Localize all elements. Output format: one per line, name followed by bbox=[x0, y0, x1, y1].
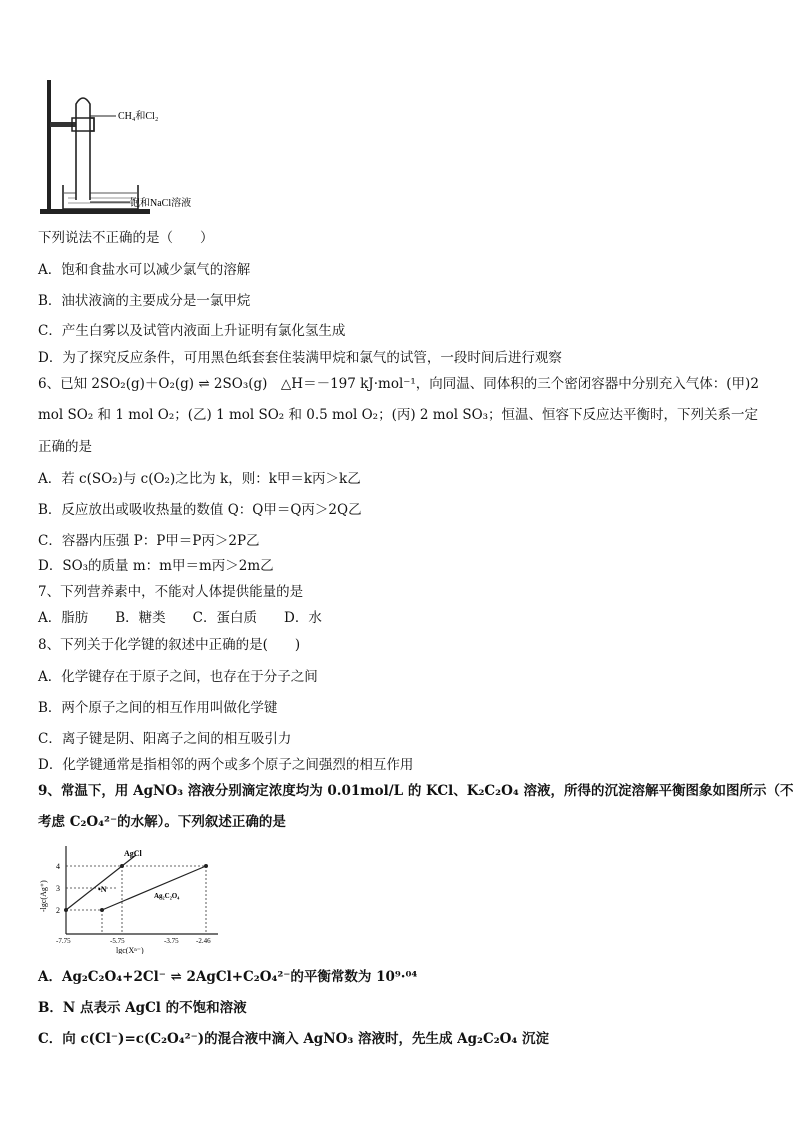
ag2c2o4-curve bbox=[102, 866, 206, 910]
q9-stem-line1: 9、常温下，用 AgNO₃ 溶液分别滴定浓度均为 0.01mol/L 的 KCl、K₂C₂O₄ 溶液，所得的沉淀溶解平衡图象如图所示（不 bbox=[38, 783, 794, 799]
apparatus-figure bbox=[30, 78, 270, 218]
q6-option-a: A．若 c(SO₂)与 c(O₂)之比为 k，则：k甲＝k丙＞k乙 bbox=[38, 471, 361, 487]
x-tick-4: -2.46 bbox=[196, 937, 211, 945]
q5-option-a: A．饱和食盐水可以减少氯气的溶解 bbox=[38, 262, 251, 278]
q9-option-b: B．N 点表示 AgCl 的不饱和溶液 bbox=[38, 1000, 247, 1016]
q7-options: A．脂肪 B．糖类 C．蛋白质 D．水 bbox=[38, 610, 322, 626]
q9-option-c: C．向 c(Cl⁻)=c(C₂O₄²⁻)的混合液中滴入 AgNO₃ 溶液时，先生成 Ag₂C₂O₄ 沉淀 bbox=[38, 1031, 549, 1047]
q9-stem-line2: 考虑 C₂O₄²⁻的水解）。下列叙述正确的是 bbox=[38, 814, 286, 830]
q8-option-a: A．化学键存在于原子之间，也存在于分子之间 bbox=[38, 669, 318, 685]
x-tick-1: -7.75 bbox=[56, 937, 71, 945]
q6-option-d: D．SO₃的质量 m：m甲＝m丙＞2m乙 bbox=[38, 558, 274, 574]
q9-option-a: A．Ag₂C₂O₄+2Cl⁻ ⇌ 2AgCl+C₂O₄²⁻的平衡常数为 10⁹·⁰⁴ bbox=[38, 969, 418, 985]
label-solution: 饱和NaCl溶液 bbox=[130, 198, 192, 209]
beaker bbox=[63, 185, 138, 209]
y-tick-4: 4 bbox=[56, 862, 60, 871]
x-tick-2: -5.75 bbox=[110, 937, 125, 945]
q5-option-b: B．油状液滴的主要成分是一氯甲烷 bbox=[38, 293, 251, 309]
q6-stem-line2: mol SO₂ 和 1 mol O₂；(乙) 1 mol SO₂ 和 0.5 mol O₂；(丙) 2 mol SO₃；恒温、恒容下反应达平衡时，下列关系一定 bbox=[38, 407, 759, 423]
q8-option-b: B．两个原子之间的相互作用叫做化学键 bbox=[38, 700, 278, 716]
q8-stem: 8、下列关于化学键的叙述中正确的是( ) bbox=[38, 637, 301, 653]
q6-stem-line1: 6、已知 2SO₂(g)＋O₂(g) ⇌ 2SO₃(g) △H＝－197 kJ·mol⁻¹，向同温、同体积的三个密闭容器中分别充入气体：(甲)2 bbox=[38, 376, 759, 392]
x-axis-label: lgc(Xⁿ⁻) bbox=[116, 946, 144, 954]
q6-option-b: B．反应放出或吸收热量的数值 Q：Q甲＝Q丙＞2Q乙 bbox=[38, 502, 362, 518]
q5-option-d: D．为了探究反应条件，可用黑色纸套套住装满甲烷和氯气的试管，一段时间后进行观察 bbox=[38, 350, 562, 366]
y-tick-2: 2 bbox=[56, 906, 60, 915]
q7-stem: 7、下列营养素中，不能对人体提供能量的是 bbox=[38, 584, 304, 600]
q8-option-c: C．离子键是阴、阳离子之间的相互吸引力 bbox=[38, 731, 292, 747]
q6-option-c: C．容器内压强 P：P甲＝P丙＞2P乙 bbox=[38, 533, 260, 549]
test-tube bbox=[76, 98, 90, 200]
q8-option-d: D．化学键通常是指相邻的两个或多个原子之间强烈的相互作用 bbox=[38, 757, 414, 773]
agcl-label: AgCl bbox=[124, 849, 142, 858]
label-gas: CH₄和Cl₂ bbox=[118, 111, 159, 122]
q5-option-c: C．产生白雾以及试管内液面上升证明有氯化氢生成 bbox=[38, 323, 346, 339]
ag2c2o4-label: Ag₂C₂O₄ bbox=[154, 892, 180, 900]
y-axis-label: -lgc(Ag⁺) bbox=[39, 880, 48, 912]
point-n: •N bbox=[98, 885, 107, 894]
y-tick-3: 3 bbox=[56, 884, 60, 893]
q6-stem-line3: 正确的是 bbox=[38, 439, 92, 455]
q5-stem: 下列说法不正确的是（ ） bbox=[38, 230, 214, 246]
solubility-graph bbox=[36, 842, 226, 954]
x-tick-3: -3.75 bbox=[164, 937, 179, 945]
stand-rod bbox=[47, 80, 51, 212]
